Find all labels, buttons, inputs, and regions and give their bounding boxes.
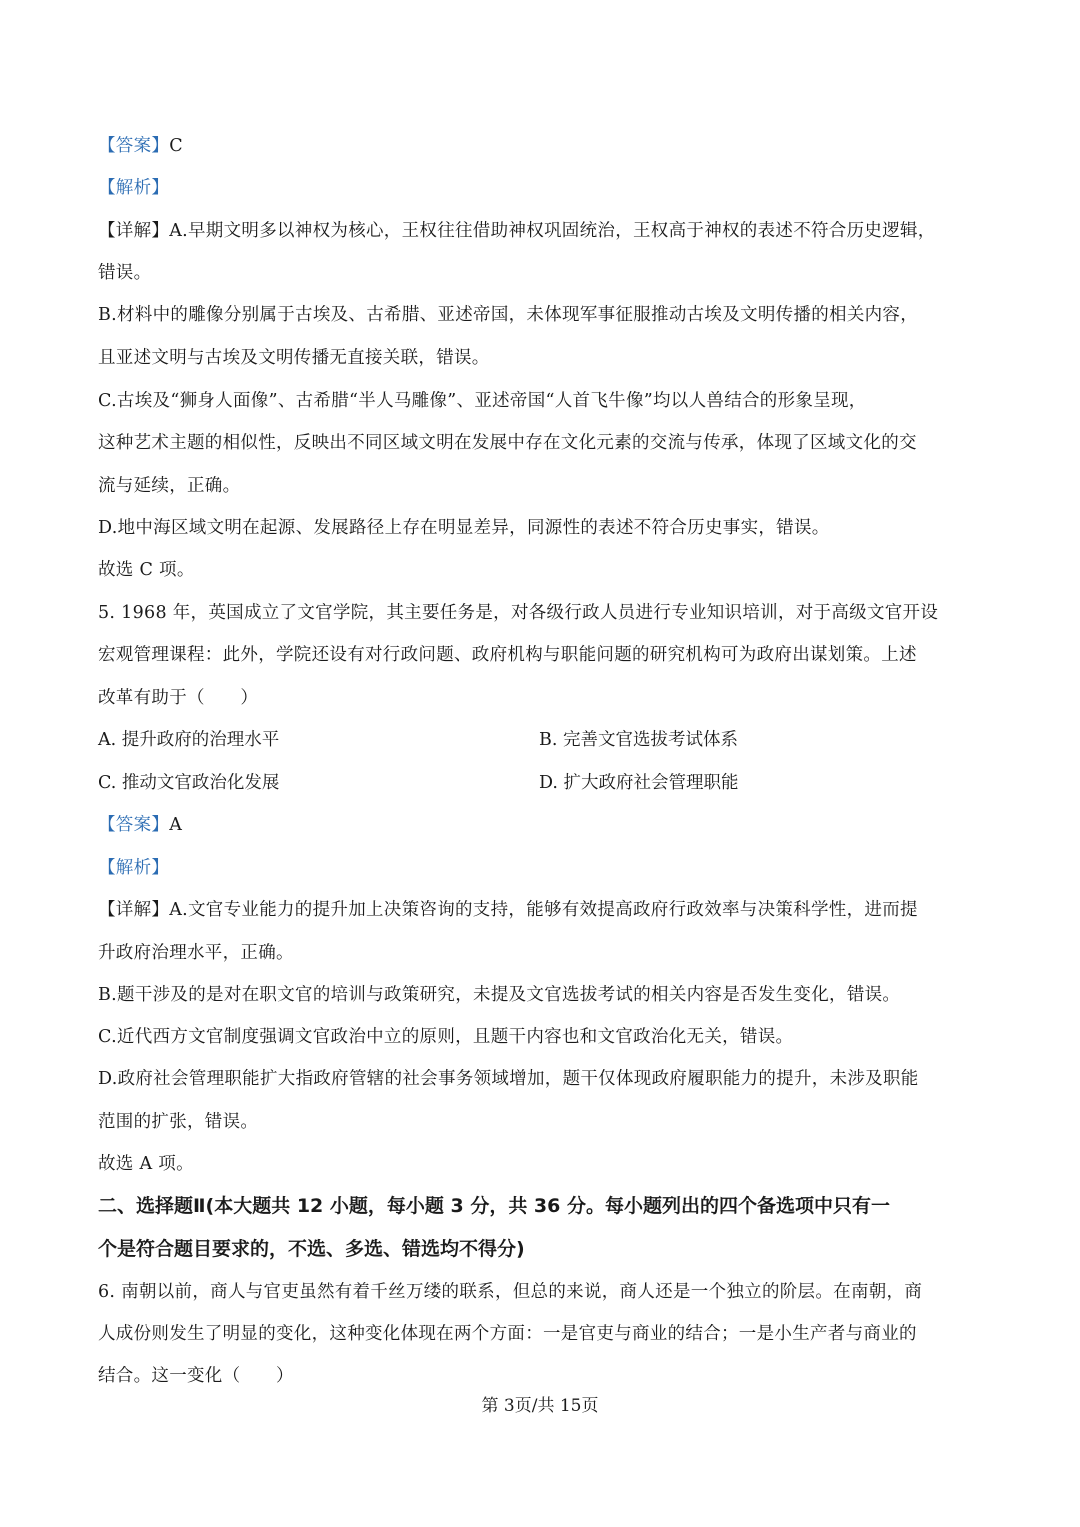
q6-stem-line: 6. 南朝以前，商人与官吏虽然有着千丝万缕的联系，但总的来说，商人还是一个独立的阶层。在南朝，商	[98, 1282, 923, 1302]
section-heading: 二、选择题Ⅱ(本大题共 12 小题，每小题 3 分，共 36 分。每小题列出的四个备选项中只有一	[98, 1195, 890, 1217]
page-footer: 第 3页/共 15页	[481, 1396, 599, 1416]
section-heading: 个是符合题目要求的，不选、多选、错选均不得分)	[98, 1238, 525, 1260]
q5-option-b: B. 完善文官选拔考试体系	[539, 730, 738, 750]
q5-option-a: A. 提升政府的治理水平	[98, 730, 280, 750]
q6-stem-line: 结合。这一变化（ ）	[98, 1366, 294, 1386]
text-line: 错误。	[98, 263, 152, 283]
q4-detail-line	[98, 219, 984, 243]
text-line: C.近代西方文官制度强调文官政治中立的原则，且题干内容也和文官政治化无关，错误。	[98, 1027, 794, 1047]
detail-text: A.早期文明多以神权为核心，王权往往借助神权巩固统治，王权高于神权的表述不符合历史逻辑，	[169, 221, 936, 241]
analysis-tag: 【解析】	[98, 858, 170, 878]
text-line: D.地中海区域文明在起源、发展路径上存在明显差异，同源性的表述不符合历史事实，错误。	[98, 518, 830, 538]
q5-answer-line	[98, 813, 984, 837]
text-line: 这种艺术主题的相似性，反映出不同区域文明在发展中存在文化元素的交流与传承，体现了区域文化的交	[98, 433, 917, 453]
text-line: 流与延续，正确。	[98, 476, 241, 496]
answer-value: A	[169, 815, 183, 835]
q5-stem-line: 改革有助于（ ）	[98, 688, 259, 708]
analysis-tag: 【解析】	[98, 178, 170, 198]
text-line: 故选 A 项。	[98, 1154, 194, 1174]
answer-tag: 【答案】	[98, 136, 170, 156]
q5-option-c: C. 推动文官政治化发展	[98, 773, 280, 793]
q6-stem-line: 人成份则发生了明显的变化，这种变化体现在两个方面：一是官吏与商业的结合；一是小生产者与商业的	[98, 1324, 917, 1344]
detail-tag: 【详解】	[98, 221, 170, 241]
text-line: C.古埃及“狮身人面像”、古希腊“半人马雕像”、亚述帝国“人首飞牛像”均以人兽结合的形象呈现，	[98, 391, 867, 411]
text-line: 范围的扩张，错误。	[98, 1112, 259, 1132]
detail-tag: 【详解】	[98, 900, 170, 920]
text-line: D.政府社会管理职能扩大指政府管辖的社会事务领域增加，题干仅体现政府履职能力的提升，未涉及职能	[98, 1069, 919, 1089]
q5-option-d: D. 扩大政府社会管理职能	[539, 773, 739, 793]
q5-detail-line	[98, 898, 984, 922]
text-line: 升政府治理水平，正确。	[98, 943, 294, 963]
q5-stem-line: 5. 1968 年，英国成立了文官学院，其主要任务是，对各级行政人员进行专业知识培训，对于高级文官开设	[98, 603, 939, 623]
text-line: B.材料中的雕像分别属于古埃及、古希腊、亚述帝国，未体现军事征服推动古埃及文明传播的相关内容，	[98, 305, 919, 325]
text-line: B.题干涉及的是对在职文官的培训与政策研究，未提及文官选拔考试的相关内容是否发生变化，错误。	[98, 985, 901, 1005]
text-line: 故选 C 项。	[98, 560, 195, 580]
answer-value: C	[169, 136, 183, 156]
answer-tag: 【答案】	[98, 815, 170, 835]
detail-text: A.文官专业能力的提升加上决策咨询的支持，能够有效提高政府行政效率与决策科学性，进而提	[169, 900, 918, 920]
q5-stem-line: 宏观管理课程：此外，学院还设有对行政问题、政府机构与职能问题的研究机构可为政府出谋划策。上述	[98, 645, 917, 665]
q4-answer-line	[98, 134, 984, 158]
text-line: 且亚述文明与古埃及文明传播无直接关联，错误。	[98, 348, 490, 368]
